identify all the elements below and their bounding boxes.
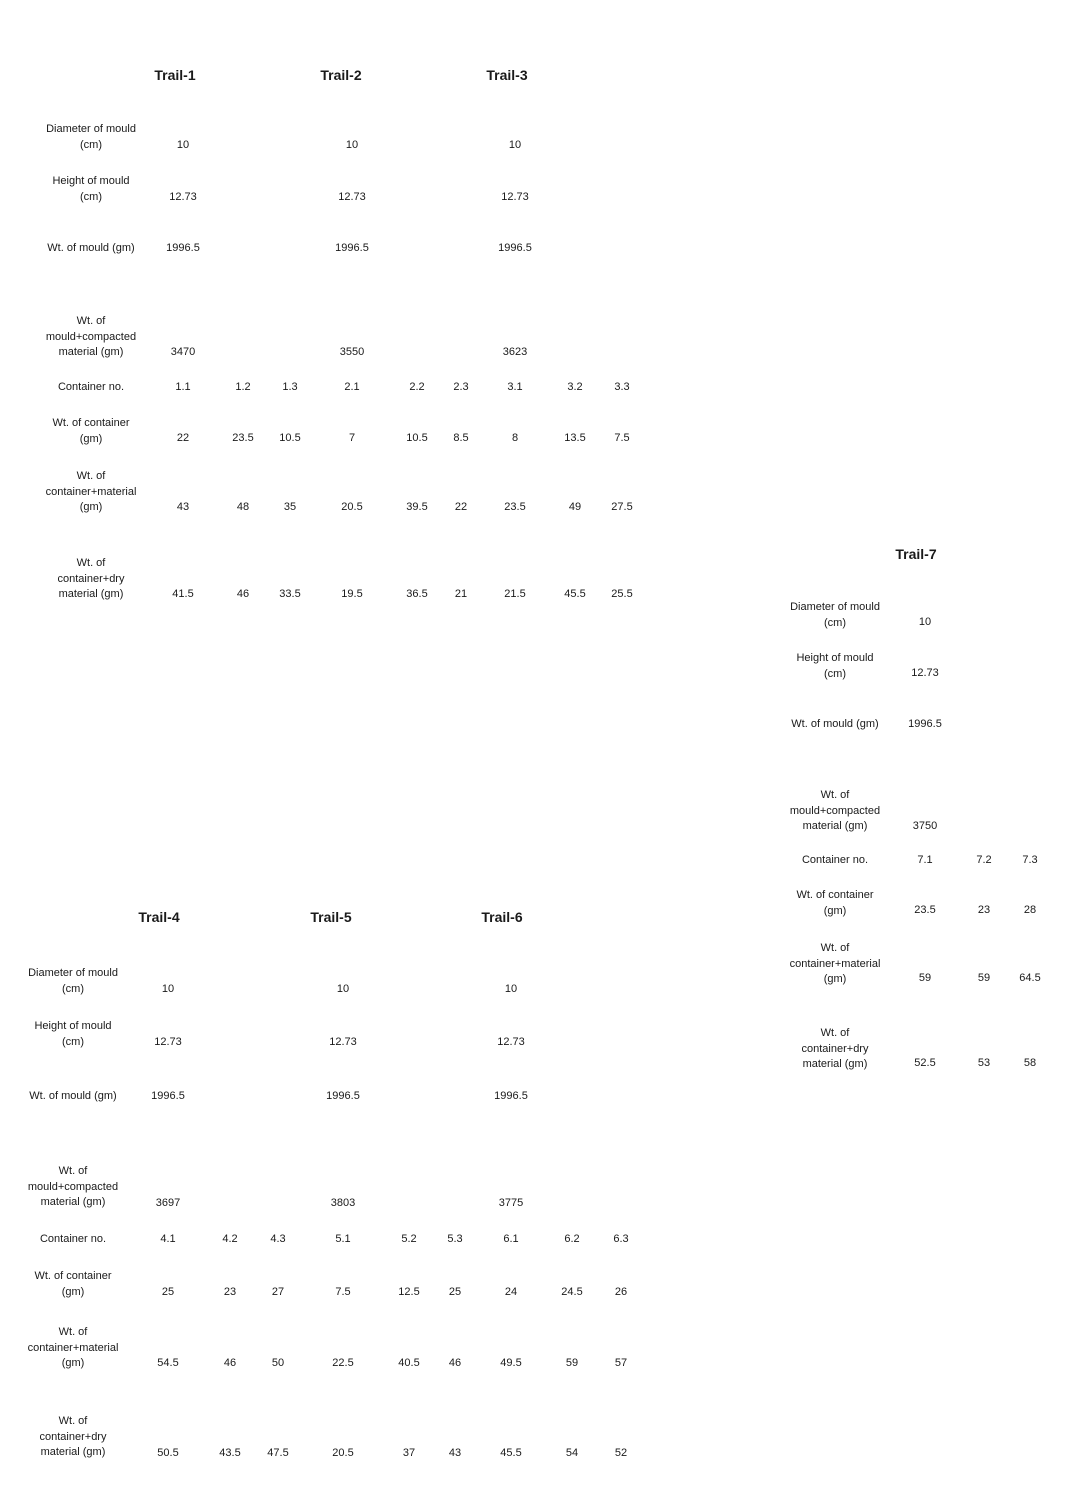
cell-container-no: 5.1	[335, 1233, 351, 1245]
trail-title: Trail-1	[154, 67, 196, 83]
cell-container-wt: 8.5	[453, 432, 469, 444]
row-label-container-wt: Wt. of container	[52, 417, 130, 429]
row-label-compacted: Wt. of	[58, 1165, 88, 1177]
cell-container-material: 46	[223, 1357, 237, 1369]
cell-height: 12.73	[911, 667, 939, 679]
row-label-compacted: material (gm)	[58, 346, 124, 358]
cell-container-no: 5.3	[447, 1233, 463, 1245]
cell-container-wt: 10.5	[279, 432, 301, 444]
cell-container-material: 57	[614, 1357, 628, 1369]
row-label-container-material: Wt. of	[58, 1326, 88, 1338]
cell-container-dry: 41.5	[172, 588, 194, 600]
cell-container-material: 20.5	[341, 501, 363, 513]
cell-compacted: 3803	[330, 1197, 356, 1209]
row-label-container-no: Container no.	[57, 381, 125, 393]
cell-container-dry: 58	[1023, 1057, 1037, 1069]
cell-compacted: 3750	[912, 820, 938, 832]
cell-container-dry: 45.5	[500, 1447, 522, 1459]
cell-container-material: 40.5	[398, 1357, 420, 1369]
row-label-container-dry: Wt. of	[820, 1027, 850, 1039]
row-label-container-dry: Wt. of	[58, 1415, 88, 1427]
row-label-diameter: (cm)	[824, 616, 846, 629]
cell-container-material: 49	[568, 501, 582, 513]
row-label-container-wt: (gm)	[79, 432, 103, 445]
cell-container-dry: 37	[402, 1447, 416, 1459]
cell-diameter: 10	[345, 139, 359, 151]
row-label-height: Height of mould	[796, 652, 874, 664]
row-label-container-dry: material (gm)	[40, 1446, 106, 1458]
row-label-height: (cm)	[62, 1035, 84, 1048]
cell-diameter: 10	[918, 616, 932, 628]
cell-container-wt: 7.5	[335, 1286, 351, 1298]
cell-container-no: 6.3	[613, 1233, 629, 1245]
cell-height: 12.73	[154, 1036, 182, 1048]
cell-container-dry: 36.5	[406, 588, 428, 600]
row-label-height: (cm)	[824, 667, 846, 680]
cell-container-no: 6.2	[564, 1233, 580, 1245]
cell-container-dry: 54	[565, 1447, 579, 1459]
cell-container-wt: 13.5	[564, 432, 586, 444]
row-label-container-wt: Wt. of container	[796, 889, 874, 901]
cell-container-material: 59	[565, 1357, 579, 1369]
cell-container-dry: 45.5	[564, 588, 586, 600]
row-label-height: (cm)	[80, 190, 102, 203]
cell-container-wt: 23	[977, 904, 991, 916]
cell-height: 12.73	[497, 1036, 525, 1048]
cell-container-no: 6.1	[503, 1233, 519, 1245]
row-label-container-no: Container no.	[39, 1233, 107, 1245]
trail-title: Trail-5	[310, 909, 352, 925]
cell-container-dry: 21.5	[504, 588, 526, 600]
cell-container-wt: 24	[504, 1286, 518, 1298]
cell-compacted: 3697	[155, 1197, 181, 1209]
cell-container-wt: 12.5	[398, 1286, 420, 1298]
row-label-container-no: Container no.	[801, 854, 869, 866]
cell-container-wt: 24.5	[561, 1286, 583, 1298]
cell-diameter: 10	[336, 983, 350, 995]
row-label-diameter: Diameter of mould	[28, 967, 118, 979]
row-label-compacted: Wt. of	[76, 315, 106, 327]
cell-container-dry: 19.5	[341, 588, 363, 600]
row-label-container-dry: container+dry	[801, 1042, 869, 1055]
row-label-container-dry: Wt. of	[76, 557, 106, 569]
cell-container-dry: 43	[448, 1447, 462, 1459]
row-label-compacted: Wt. of	[820, 789, 850, 801]
cell-container-wt: 23	[223, 1286, 237, 1298]
cell-container-no: 4.3	[270, 1233, 286, 1245]
trail-title: Trail-6	[481, 909, 523, 925]
cell-compacted: 3775	[498, 1197, 524, 1209]
cell-container-wt: 8	[511, 432, 519, 444]
cell-mould-wt: 1996.5	[151, 1090, 185, 1102]
cell-diameter: 10	[161, 983, 175, 995]
cell-container-no: 3.1	[507, 381, 523, 393]
row-label-container-dry: material (gm)	[802, 1058, 868, 1070]
row-label-diameter: Diameter of mould	[790, 601, 880, 613]
cell-container-no: 1.3	[282, 381, 298, 393]
cell-diameter: 10	[504, 983, 518, 995]
cell-container-wt: 28	[1023, 904, 1037, 916]
cell-height: 12.73	[338, 191, 366, 203]
row-label-container-material: (gm)	[61, 1357, 85, 1369]
cell-container-wt: 26	[614, 1286, 628, 1298]
cell-container-dry: 52.5	[914, 1057, 936, 1069]
cell-container-no: 1.2	[235, 381, 251, 393]
row-label-diameter: (cm)	[62, 982, 84, 995]
cell-container-wt: 27	[271, 1286, 285, 1298]
cell-mould-wt: 1996.5	[335, 242, 369, 254]
cell-container-dry: 33.5	[279, 588, 301, 600]
cell-container-no: 7.3	[1022, 854, 1038, 866]
row-label-height: Height of mould	[34, 1020, 112, 1032]
cell-height: 12.73	[329, 1036, 357, 1048]
cell-container-material: 64.5	[1019, 972, 1041, 984]
cell-container-wt: 25	[161, 1286, 175, 1298]
cell-container-dry: 21	[454, 588, 468, 600]
cell-container-wt: 25	[448, 1286, 462, 1298]
row-label-container-dry: material (gm)	[58, 588, 124, 600]
cell-container-material: 23.5	[504, 501, 526, 513]
cell-container-wt: 10.5	[406, 432, 428, 444]
row-label-container-material: container+material	[27, 1341, 119, 1354]
cell-container-dry: 47.5	[267, 1447, 289, 1459]
row-label-mould-wt: Wt. of mould (gm)	[29, 1090, 117, 1102]
cell-container-dry: 43.5	[219, 1447, 241, 1459]
cell-container-material: 54.5	[157, 1357, 179, 1369]
cell-container-no: 2.2	[409, 381, 425, 393]
row-label-container-material: container+material	[789, 957, 881, 970]
trail-title: Trail-3	[486, 67, 528, 83]
cell-container-wt: 23.5	[232, 432, 254, 444]
cell-compacted: 3550	[339, 346, 365, 358]
row-label-compacted: mould+compacted	[789, 804, 881, 817]
cell-container-dry: 46	[236, 588, 250, 600]
cell-container-material: 59	[977, 972, 991, 984]
row-label-mould-wt: Wt. of mould (gm)	[47, 242, 135, 254]
row-label-compacted: mould+compacted	[45, 330, 137, 343]
row-label-container-material: Wt. of	[76, 470, 106, 482]
cell-container-material: 50	[271, 1357, 285, 1369]
trail-title: Trail-7	[895, 546, 937, 562]
row-label-container-wt: (gm)	[61, 1285, 85, 1298]
row-label-diameter: Diameter of mould	[46, 123, 136, 135]
cell-container-wt: 7	[348, 432, 356, 444]
row-label-diameter: (cm)	[80, 138, 102, 151]
row-label-mould-wt: Wt. of mould (gm)	[791, 718, 879, 730]
row-label-height: Height of mould	[52, 175, 130, 187]
cell-container-dry: 53	[977, 1057, 991, 1069]
row-label-container-dry: container+dry	[57, 572, 125, 585]
cell-container-wt: 23.5	[914, 904, 936, 916]
cell-container-dry: 50.5	[157, 1447, 179, 1459]
cell-container-material: 59	[918, 972, 932, 984]
cell-container-no: 4.2	[222, 1233, 238, 1245]
cell-container-no: 7.1	[917, 854, 933, 866]
cell-mould-wt: 1996.5	[498, 242, 532, 254]
row-label-compacted: mould+compacted	[27, 1180, 119, 1193]
cell-container-material: 48	[236, 501, 250, 513]
cell-container-material: 35	[283, 501, 297, 513]
cell-container-no: 2.3	[453, 381, 469, 393]
cell-container-wt: 22	[176, 432, 190, 444]
cell-container-dry: 20.5	[332, 1447, 354, 1459]
cell-container-material: 39.5	[406, 501, 428, 513]
cell-container-no: 5.2	[401, 1233, 417, 1245]
cell-container-no: 3.3	[614, 381, 630, 393]
row-label-compacted: material (gm)	[802, 820, 868, 832]
cell-container-no: 4.1	[160, 1233, 176, 1245]
cell-container-wt: 7.5	[614, 432, 630, 444]
cell-container-material: 49.5	[500, 1357, 522, 1369]
row-label-container-material: (gm)	[823, 973, 847, 985]
cell-height: 12.73	[501, 191, 529, 203]
cell-container-no: 3.2	[567, 381, 583, 393]
cell-mould-wt: 1996.5	[166, 242, 200, 254]
cell-container-dry: 52	[614, 1447, 628, 1459]
cell-compacted: 3623	[502, 346, 528, 358]
cell-container-dry: 25.5	[611, 588, 633, 600]
cell-container-material: 22.5	[332, 1357, 354, 1369]
row-label-container-dry: container+dry	[39, 1430, 107, 1443]
row-label-container-wt: (gm)	[823, 904, 847, 917]
row-label-container-material: container+material	[45, 485, 137, 498]
cell-container-no: 1.1	[175, 381, 191, 393]
cell-compacted: 3470	[170, 346, 196, 358]
row-label-container-material: Wt. of	[820, 942, 850, 954]
row-label-container-material: (gm)	[79, 501, 103, 513]
cell-container-no: 2.1	[344, 381, 360, 393]
cell-container-material: 22	[454, 501, 468, 513]
row-label-compacted: material (gm)	[40, 1196, 106, 1208]
cell-container-material: 27.5	[611, 501, 633, 513]
cell-container-material: 46	[448, 1357, 462, 1369]
cell-mould-wt: 1996.5	[494, 1090, 528, 1102]
cell-height: 12.73	[169, 191, 197, 203]
cell-container-no: 7.2	[976, 854, 992, 866]
cell-diameter: 10	[176, 139, 190, 151]
cell-container-material: 43	[176, 501, 190, 513]
row-label-container-wt: Wt. of container	[34, 1270, 112, 1282]
cell-diameter: 10	[508, 139, 522, 151]
trail-title: Trail-2	[320, 67, 362, 83]
cell-mould-wt: 1996.5	[908, 718, 942, 730]
trail-title: Trail-4	[138, 909, 180, 925]
cell-mould-wt: 1996.5	[326, 1090, 360, 1102]
